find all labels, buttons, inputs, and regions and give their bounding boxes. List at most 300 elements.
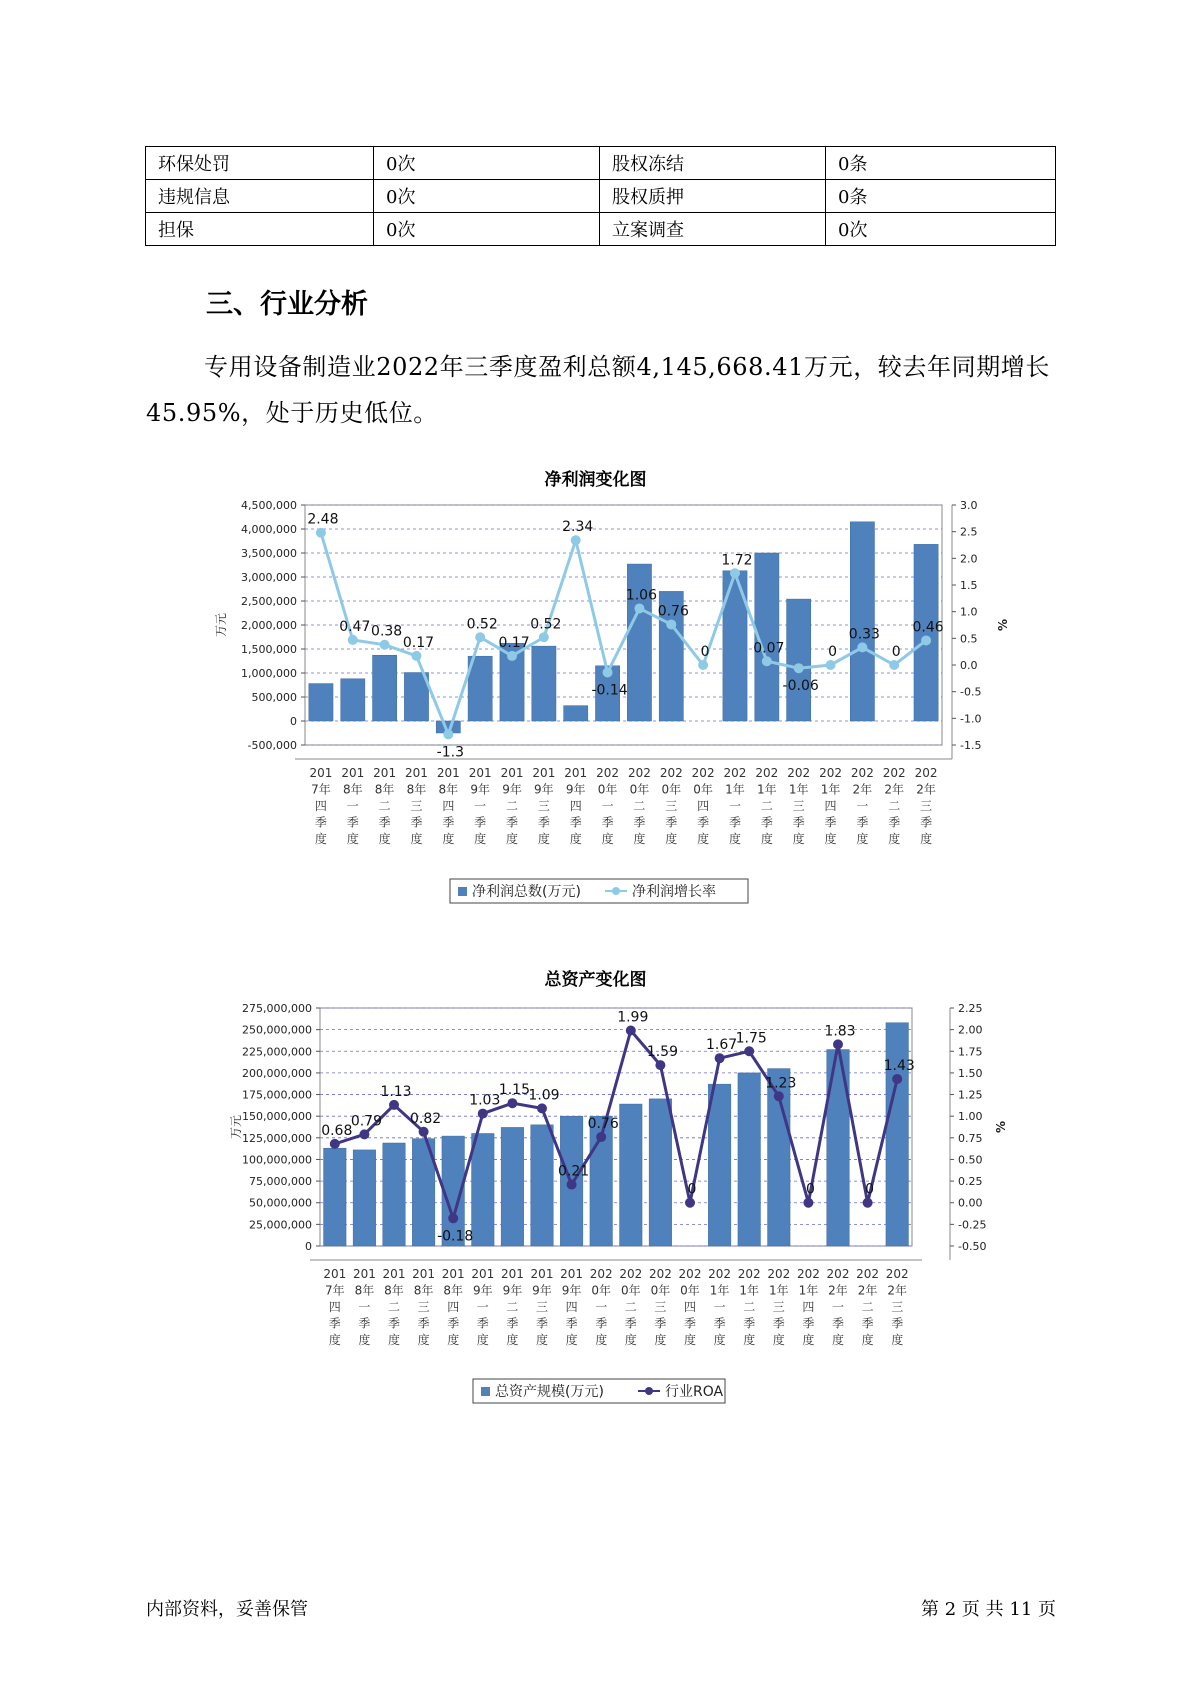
line-point (833, 1039, 843, 1049)
x-tick-label: 度 (920, 832, 933, 846)
x-tick-label: 三 (537, 799, 550, 813)
y-tick-label: 125,000,000 (242, 1131, 312, 1145)
x-tick-label: 202 (850, 766, 874, 780)
x-tick-label: 9年 (470, 782, 490, 797)
x-tick-label: 202 (767, 1267, 791, 1281)
bar (649, 1099, 671, 1246)
x-tick-label: 四 (442, 799, 455, 813)
bar (886, 1023, 908, 1246)
x-tick-label: 度 (346, 832, 359, 846)
risk-label: 股权冻结 (600, 147, 826, 180)
x-tick-label: 202 (819, 766, 842, 780)
line-point (715, 1053, 725, 1063)
x-tick-label: 7年 (324, 1283, 345, 1298)
x-tick-label: 度 (743, 1333, 756, 1347)
x-tick-label: 季 (824, 815, 837, 830)
x-tick-label: 2年 (887, 1283, 908, 1298)
x-tick-label: 度 (624, 1333, 637, 1347)
x-tick-label: 一 (728, 799, 741, 813)
x-tick-label: 度 (474, 832, 487, 846)
x-tick-label: 度 (654, 1333, 667, 1347)
x-tick-label: 度 (792, 832, 805, 846)
y-tick-label: 150,000,000 (242, 1110, 312, 1124)
x-tick-label: 三 (792, 799, 805, 813)
bar (787, 599, 811, 721)
x-tick-label: 度 (601, 832, 614, 846)
bar (309, 684, 333, 721)
y2-tick-label: 3.0 (960, 499, 978, 512)
x-tick-label: 0年 (629, 782, 650, 797)
data-label: 0 (805, 1181, 815, 1198)
x-tick-label: 201 (564, 766, 588, 780)
x-tick-label: 202 (796, 1267, 820, 1281)
x-tick-label: 一 (358, 1300, 371, 1314)
line-point (567, 1180, 577, 1190)
x-tick-label: 度 (378, 832, 391, 846)
total-assets-chart (0, 990, 1191, 1420)
data-label: 1.13 (380, 1083, 412, 1100)
y2-tick-label: 0.25 (958, 1175, 983, 1189)
legend-swatch-bar (481, 1387, 490, 1396)
legend-label: 净利润总数(万元) (472, 884, 581, 900)
line-point (448, 1213, 458, 1223)
x-tick-label: 季 (506, 815, 519, 830)
y2-tick-label: 0.75 (958, 1131, 983, 1145)
risk-value: 0次 (374, 147, 600, 180)
y2-tick-label: 2.25 (958, 1002, 983, 1015)
x-tick-label: 季 (569, 815, 582, 830)
y2-tick-label: 2.5 (960, 525, 978, 539)
y-tick-label: 100,000,000 (242, 1153, 312, 1167)
y-tick-label: 3,500,000 (241, 547, 297, 560)
x-tick-label: 0年 (620, 1283, 641, 1298)
table-row (146, 180, 1056, 213)
x-tick-label: 季 (474, 815, 487, 830)
x-tick-label: 度 (713, 1333, 726, 1347)
x-tick-label: 202 (856, 1267, 880, 1281)
x-tick-label: 201 (500, 1267, 524, 1281)
x-tick-label: 度 (447, 1333, 460, 1347)
line-point (826, 660, 836, 670)
x-tick-label: 季 (856, 815, 869, 830)
table-row (146, 213, 1056, 246)
y-tick-label: 50,000,000 (249, 1196, 312, 1210)
x-tick-label: 季 (417, 1316, 430, 1331)
x-tick-label: 季 (665, 815, 678, 830)
line-point (685, 1198, 695, 1208)
x-tick-label: 二 (387, 1300, 401, 1314)
y2-tick-label: 1.5 (960, 579, 978, 592)
x-tick-label: 9年 (502, 782, 522, 797)
risk-value: 0次 (374, 213, 600, 246)
x-tick-label: 201 (436, 766, 460, 780)
x-tick-label: 202 (708, 1267, 732, 1281)
x-tick-label: 季 (831, 1316, 845, 1331)
x-tick-label: 度 (824, 832, 837, 846)
x-tick-label: 度 (358, 1333, 371, 1347)
x-tick-label: 1年 (820, 782, 841, 797)
x-tick-label: 季 (328, 1316, 341, 1331)
data-label: 1.75 (735, 1030, 767, 1047)
data-label: 0.52 (466, 616, 498, 633)
data-label: 1.06 (625, 587, 658, 604)
x-tick-label: 季 (888, 815, 901, 830)
x-tick-label: 9年 (534, 782, 554, 797)
x-tick-label: 季 (537, 815, 550, 830)
line-point (478, 1109, 488, 1119)
data-label: 1.15 (498, 1082, 530, 1099)
bar (738, 1073, 760, 1246)
x-tick-label: 四 (697, 799, 710, 813)
data-label: -0.06 (782, 678, 819, 695)
x-tick-label: 8年 (354, 1283, 375, 1298)
x-tick-label: 二 (743, 1300, 756, 1314)
table-row (146, 147, 1056, 180)
y-tick-label: 0 (305, 1240, 312, 1253)
x-tick-label: 201 (500, 766, 524, 780)
x-tick-label: 季 (760, 815, 773, 830)
x-tick-label: 度 (856, 832, 869, 846)
data-label: 0.52 (530, 616, 562, 633)
x-tick-label: 度 (442, 832, 455, 846)
x-tick-label: 201 (309, 766, 333, 780)
risk-label: 股权质押 (600, 180, 826, 213)
x-tick-label: 季 (624, 1316, 637, 1331)
x-tick-label: 202 (914, 766, 938, 780)
data-label: 0 (865, 1181, 875, 1198)
x-tick-label: 二 (861, 1300, 874, 1314)
x-tick-label: 202 (619, 1267, 643, 1281)
x-tick-label: 四 (824, 799, 837, 813)
x-tick-label: 度 (410, 832, 423, 846)
y-tick-label: 75,000,000 (249, 1175, 312, 1189)
x-tick-label: 2年 (884, 782, 905, 797)
line-point (863, 1198, 873, 1208)
data-label: 1.67 (706, 1037, 738, 1054)
x-tick-label: 9年 (472, 1283, 493, 1298)
risk-value: 0次 (374, 180, 600, 213)
line-point (507, 1098, 517, 1108)
risk-label: 违规信息 (146, 180, 374, 213)
y-tick-label: 200,000,000 (242, 1066, 312, 1080)
y-tick-label: -500,000 (247, 739, 297, 752)
data-label: 0 (891, 644, 901, 660)
x-tick-label: 度 (633, 832, 646, 846)
x-tick-label: 度 (697, 832, 710, 846)
data-label: 0.46 (912, 619, 944, 636)
x-tick-label: 202 (596, 766, 620, 780)
footer-confidential-note: 内部资料，妥善保管 (146, 1599, 308, 1620)
x-tick-label: 一 (474, 799, 487, 813)
line-point (892, 1074, 902, 1084)
x-tick-label: 季 (728, 815, 741, 830)
legend-label: 总资产规模(万元) (495, 1384, 604, 1400)
x-tick-label: 季 (633, 815, 646, 830)
line-point (411, 651, 421, 661)
line-point (889, 660, 899, 670)
x-tick-label: 202 (627, 766, 651, 780)
y2-tick-label: 2.00 (958, 1023, 983, 1037)
x-tick-label: 度 (683, 1333, 697, 1347)
data-label: 0 (700, 644, 710, 660)
x-tick-label: 度 (387, 1333, 401, 1347)
x-tick-label: 季 (535, 1316, 549, 1331)
x-tick-label: 0年 (680, 1283, 700, 1298)
x-tick-label: 三 (920, 799, 933, 813)
x-tick-label: 202 (826, 1267, 850, 1281)
risk-value: 0条 (826, 147, 1056, 180)
y2-axis-title: % (994, 1120, 1008, 1134)
x-tick-label: 201 (530, 1267, 554, 1281)
x-tick-label: 四 (802, 1300, 815, 1314)
x-tick-label: 度 (888, 832, 901, 846)
x-tick-label: 8年 (406, 782, 427, 797)
line-point (571, 535, 581, 545)
x-tick-label: 8年 (342, 782, 363, 797)
data-label: 0.38 (371, 623, 403, 640)
line-point (443, 729, 453, 739)
section-heading: 三、行业分析 (206, 289, 368, 320)
x-tick-label: 0年 (650, 1283, 671, 1298)
x-tick-label: 202 (678, 1267, 702, 1281)
bar (472, 1133, 494, 1246)
legend-swatch-marker (612, 887, 620, 895)
x-tick-label: 度 (891, 1333, 904, 1347)
data-label: 2.48 (307, 511, 339, 528)
x-tick-label: 季 (314, 815, 327, 830)
x-tick-label: 201 (373, 766, 397, 780)
x-tick-label: 度 (535, 1333, 549, 1347)
x-tick-label: 201 (382, 1267, 406, 1281)
x-tick-label: 1年 (788, 782, 809, 797)
x-tick-label: 度 (760, 832, 773, 846)
x-tick-label: 9年 (532, 1283, 552, 1298)
y2-tick-label: -1.0 (960, 712, 982, 726)
x-tick-label: 三 (417, 1300, 430, 1314)
x-tick-label: 202 (885, 1267, 909, 1281)
x-tick-label: 度 (314, 832, 327, 846)
x-tick-label: 季 (654, 1316, 667, 1331)
x-tick-label: 度 (831, 1333, 845, 1347)
x-tick-label: 202 (589, 1267, 613, 1281)
legend-label: 行业ROA (665, 1384, 724, 1400)
y2-tick-label: 1.0 (960, 605, 978, 619)
data-label: 1.23 (765, 1075, 797, 1092)
analysis-paragraph: 专用设备制造业2022年三季度盈利总额4,145,668.41万元，较去年同期增长45.95%，处于历史低位。 (146, 353, 1050, 427)
x-tick-label: 四 (447, 1300, 460, 1314)
x-tick-label: 二 (888, 799, 901, 813)
y2-tick-label: -0.50 (958, 1240, 987, 1253)
risk-info-table (145, 146, 1056, 246)
y2-tick-label: -1.5 (960, 739, 982, 752)
line-point (774, 1091, 784, 1101)
risk-label: 环保处罚 (146, 147, 374, 180)
y-tick-label: 175,000,000 (242, 1088, 312, 1102)
y-tick-label: 1,000,000 (241, 667, 297, 680)
x-tick-label: 二 (633, 799, 646, 813)
x-tick-label: 季 (743, 1316, 756, 1331)
x-tick-label: 2年 (852, 782, 873, 797)
x-tick-label: 四 (565, 1300, 578, 1314)
x-tick-label: 2年 (916, 782, 936, 797)
x-tick-label: 度 (728, 832, 741, 846)
x-tick-label: 1年 (798, 1283, 819, 1298)
x-tick-label: 季 (861, 1316, 874, 1331)
x-tick-label: 三 (665, 799, 678, 813)
risk-label: 立案调查 (600, 213, 826, 246)
x-tick-label: 8年 (374, 782, 395, 797)
data-label: 0.07 (753, 640, 785, 657)
bar (708, 1084, 730, 1246)
y-tick-label: 225,000,000 (242, 1045, 312, 1059)
line-point (537, 1103, 547, 1113)
x-tick-label: 202 (691, 766, 715, 780)
x-tick-label: 度 (802, 1333, 815, 1347)
x-tick-label: 202 (787, 766, 811, 780)
x-tick-label: 一 (346, 799, 359, 813)
x-tick-label: 季 (891, 1316, 904, 1331)
y-tick-label: 275,000,000 (242, 1002, 312, 1015)
x-tick-label: 季 (447, 1316, 460, 1331)
x-tick-label: 度 (772, 1333, 785, 1347)
x-tick-label: 9年 (561, 1283, 582, 1298)
x-tick-label: 季 (565, 1316, 578, 1331)
x-tick-label: 一 (595, 1300, 608, 1314)
x-tick-label: 一 (856, 799, 869, 813)
footer-page-number: 第 2 页 共 11 页 (921, 1599, 1056, 1620)
x-tick-label: 202 (882, 766, 906, 780)
y-tick-label: 4,000,000 (241, 523, 297, 536)
y2-tick-label: 0.00 (958, 1196, 983, 1210)
data-label: 1.43 (883, 1057, 915, 1074)
y-tick-label: 4,500,000 (241, 499, 297, 512)
line-point (857, 642, 867, 652)
x-tick-label: 202 (723, 766, 747, 780)
bar (373, 655, 397, 721)
line-point (507, 651, 517, 661)
x-tick-label: 9年 (565, 782, 586, 797)
x-tick-label: 季 (506, 1316, 519, 1331)
x-tick-label: 201 (441, 1267, 465, 1281)
y2-tick-label: 0.5 (960, 632, 978, 646)
x-tick-label: 一 (713, 1300, 726, 1314)
line-point (634, 603, 644, 613)
x-tick-label: 度 (476, 1333, 489, 1347)
line-point (794, 663, 804, 673)
data-label: -1.3 (436, 744, 464, 761)
line-point (603, 667, 613, 677)
risk-value: 0条 (826, 180, 1056, 213)
data-label: 0.76 (587, 1115, 619, 1132)
x-tick-label: 8年 (413, 1283, 434, 1298)
chart-title-total-assets: 总资产变化图 (544, 970, 647, 990)
x-tick-label: 201 (341, 766, 365, 780)
x-tick-label: 一 (831, 1300, 845, 1314)
x-tick-label: 度 (537, 832, 550, 846)
y-tick-label: 25,000,000 (249, 1218, 312, 1232)
x-tick-label: 201 (560, 1267, 584, 1281)
bar (341, 679, 365, 721)
x-tick-label: 201 (352, 1267, 376, 1281)
bar (501, 1127, 523, 1246)
line-point (389, 1100, 399, 1110)
data-label: 1.83 (824, 1023, 856, 1040)
x-tick-label: 季 (683, 1316, 697, 1331)
data-label: -0.18 (437, 1228, 474, 1245)
data-label: 0.47 (339, 618, 371, 635)
x-tick-label: 一 (601, 799, 614, 813)
x-tick-label: 二 (378, 799, 391, 813)
net-profit-chart (0, 490, 1191, 920)
data-label: 0 (687, 1181, 697, 1198)
x-tick-label: 2年 (828, 1283, 848, 1298)
x-tick-label: 1年 (768, 1283, 789, 1298)
x-tick-label: 度 (569, 832, 582, 846)
x-tick-label: 201 (412, 1267, 436, 1281)
x-tick-label: 0年 (591, 1283, 612, 1298)
risk-label: 担保 (146, 213, 374, 246)
x-tick-label: 季 (358, 1316, 371, 1331)
data-label: -0.14 (591, 682, 628, 699)
legend-swatch-marker (645, 1387, 653, 1395)
x-tick-label: 季 (792, 815, 805, 830)
line-point (762, 656, 772, 666)
x-tick-label: 1年 (725, 782, 745, 797)
line-point (539, 632, 549, 642)
line-point (698, 660, 708, 670)
line-point (596, 1132, 606, 1142)
x-tick-label: 0年 (661, 782, 682, 797)
x-tick-label: 度 (417, 1333, 430, 1347)
legend-swatch-bar (458, 887, 467, 896)
data-label: 0.33 (848, 626, 880, 643)
data-label: 1.59 (646, 1044, 678, 1061)
y-axis-title: 万元 (229, 1114, 243, 1140)
x-tick-label: 一 (476, 1300, 489, 1314)
x-tick-label: 202 (659, 766, 683, 780)
data-label: 1.09 (528, 1087, 560, 1104)
y2-tick-label: 1.50 (958, 1066, 983, 1080)
bar (564, 706, 588, 721)
bar (324, 1148, 346, 1246)
y-tick-label: 3,000,000 (241, 571, 297, 584)
x-tick-label: 季 (476, 1316, 489, 1331)
x-tick-label: 度 (595, 1333, 608, 1347)
y-tick-label: 1,500,000 (241, 643, 297, 656)
x-tick-label: 201 (532, 766, 556, 780)
x-tick-label: 季 (713, 1316, 726, 1331)
x-tick-label: 二 (506, 799, 519, 813)
x-tick-label: 季 (920, 815, 933, 830)
x-tick-label: 度 (328, 1333, 341, 1347)
x-tick-label: 1年 (757, 782, 777, 797)
line-point (359, 1129, 369, 1139)
x-tick-label: 季 (601, 815, 614, 830)
x-tick-label: 四 (314, 799, 327, 813)
data-label: 0.21 (558, 1163, 590, 1180)
data-label: 0.76 (657, 603, 689, 620)
y2-tick-label: 1.75 (958, 1045, 983, 1059)
bar (383, 1143, 405, 1246)
x-tick-label: 度 (506, 1333, 519, 1347)
data-label: 2.34 (562, 519, 594, 536)
line-point (348, 635, 358, 645)
x-tick-label: 9年 (502, 1283, 523, 1298)
x-tick-label: 度 (506, 832, 519, 846)
x-tick-label: 201 (323, 1267, 347, 1281)
x-tick-label: 8年 (443, 1283, 464, 1298)
y-tick-label: 2,500,000 (241, 595, 297, 608)
